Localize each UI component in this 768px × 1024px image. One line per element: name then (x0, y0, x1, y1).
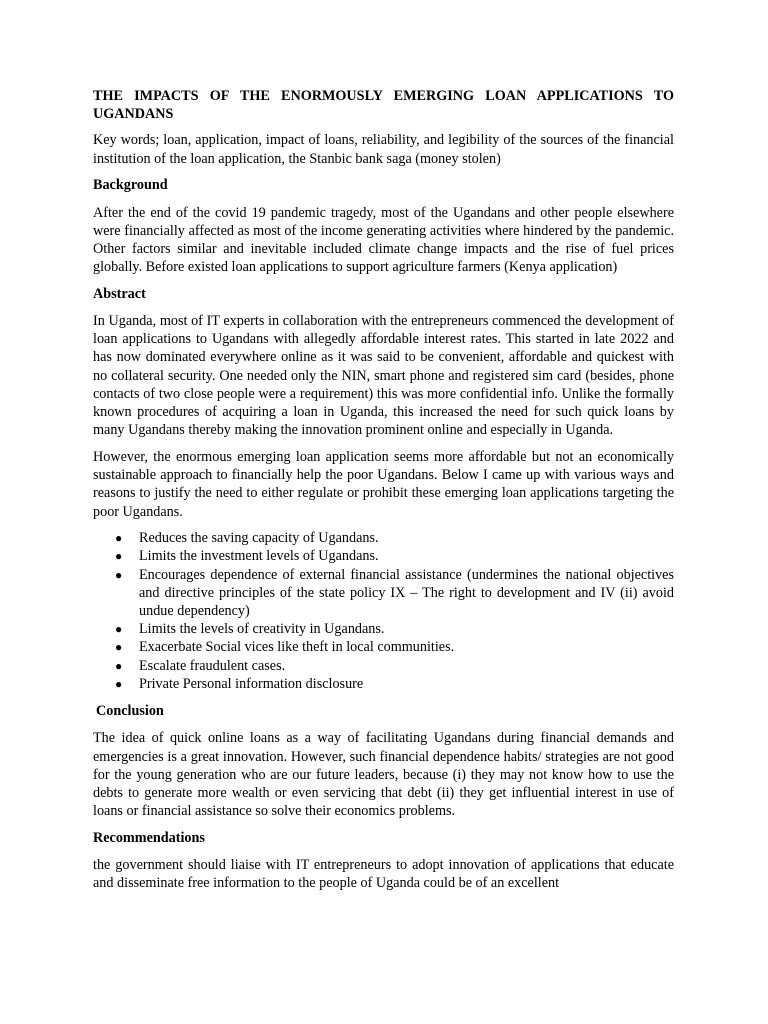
abstract-heading: Abstract (93, 285, 146, 302)
list-item (93, 547, 674, 565)
list-item-text: Exacerbate Social vices like theft in local communities. (139, 639, 455, 656)
document-page (93, 87, 674, 901)
list-item (93, 529, 674, 547)
bullet-icon: ● (115, 640, 123, 655)
list-item (93, 566, 674, 621)
list-item (93, 675, 674, 693)
list-item-text: Private Personal information disclosure (139, 675, 364, 692)
bullet-icon: ● (115, 531, 123, 546)
impacts-list (93, 529, 674, 693)
list-item-text: Reduces the saving capacity of Ugandans. (139, 530, 379, 547)
document-title: THE IMPACTS OF THE ENORMOUSLY EMERGING LOAN APPLICATIONS TO UGANDANS (93, 88, 674, 123)
bullet-icon: ● (115, 676, 123, 691)
list-item-text: Limits the levels of creativity in Ugandans. (139, 621, 385, 638)
list-item (93, 638, 674, 656)
list-item (93, 620, 674, 638)
abstract-paragraph-1: In Uganda, most of IT experts in collaboration with the entrepreneurs commenced the development of loan applications to Ugandans with allegedly affordable interest rates. This started in late 2022 and has now dominated everywhere online as it was said to be convenient, affordable and quickest with no collateral security. One needed only the NIN, smart phone and registered sim card (besides, phone contacts of two close people were a requirement) this was more confidential info. Unlike the formally known procedures of acquiring a loan in Uganda, this increased the need for such quick loans by many Ugandans thereby making the innovation prominent online and especially in Uganda. (93, 313, 674, 439)
background-paragraph: After the end of the covid 19 pandemic tragedy, most of the Ugandans and other people elsewhere were financially affected as most of the income generating activities where hindered by the pandemic. Other factors similar and inevitable included climate change impacts and the rise of fuel prices globally. Before existed loan applications to support agriculture farmers (Kenya application) (93, 204, 674, 276)
list-item-text: Limits the investment levels of Ugandans. (139, 548, 379, 565)
conclusion-paragraph: The idea of quick online loans as a way of facilitating Ugandans during financial demands and emergencies is a great innovation. However, such financial dependence habits/ strategies are not good for the young generation who are our future leaders, because (i) they may not know how to use the debts to generate more wealth or even servicing that debt (ii) they get influential interest in use of loans or financial assistance so solve their economics problems. (93, 730, 674, 820)
abstract-paragraph-2: However, the enormous emerging loan application seems more affordable but not an economically sustainable approach to financially help the poor Ugandans. Below I came up with various ways and reasons to justify the need to either regulate or prohibit these emerging loan applications targeting the poor Ugandans. (93, 448, 674, 520)
list-item-text: Escalate fraudulent cases. (139, 657, 286, 674)
recommendations-heading: Recommendations (93, 829, 205, 846)
list-item (93, 657, 674, 675)
bullet-icon: ● (115, 567, 123, 582)
recommendations-paragraph: the government should liaise with IT entrepreneurs to adopt innovation of applications that educate and disseminate free information to the people of Uganda could be of an excellent (93, 857, 674, 892)
bullet-icon: ● (115, 549, 123, 564)
conclusion-heading: Conclusion (96, 703, 164, 720)
list-item-text: Encourages dependence of external financial assistance (undermines the national objectives and directive principles of the state policy IX – The right to development and IV (ii) avoid undue dependency) (139, 566, 674, 620)
bullet-icon: ● (115, 622, 123, 637)
background-heading: Background (93, 177, 168, 194)
keywords-paragraph: Key words; loan, application, impact of loans, reliability, and legibility of the sources of the financial institution of the loan application, the Stanbic bank saga (money stolen) (93, 132, 674, 167)
bullet-icon: ● (115, 658, 123, 673)
